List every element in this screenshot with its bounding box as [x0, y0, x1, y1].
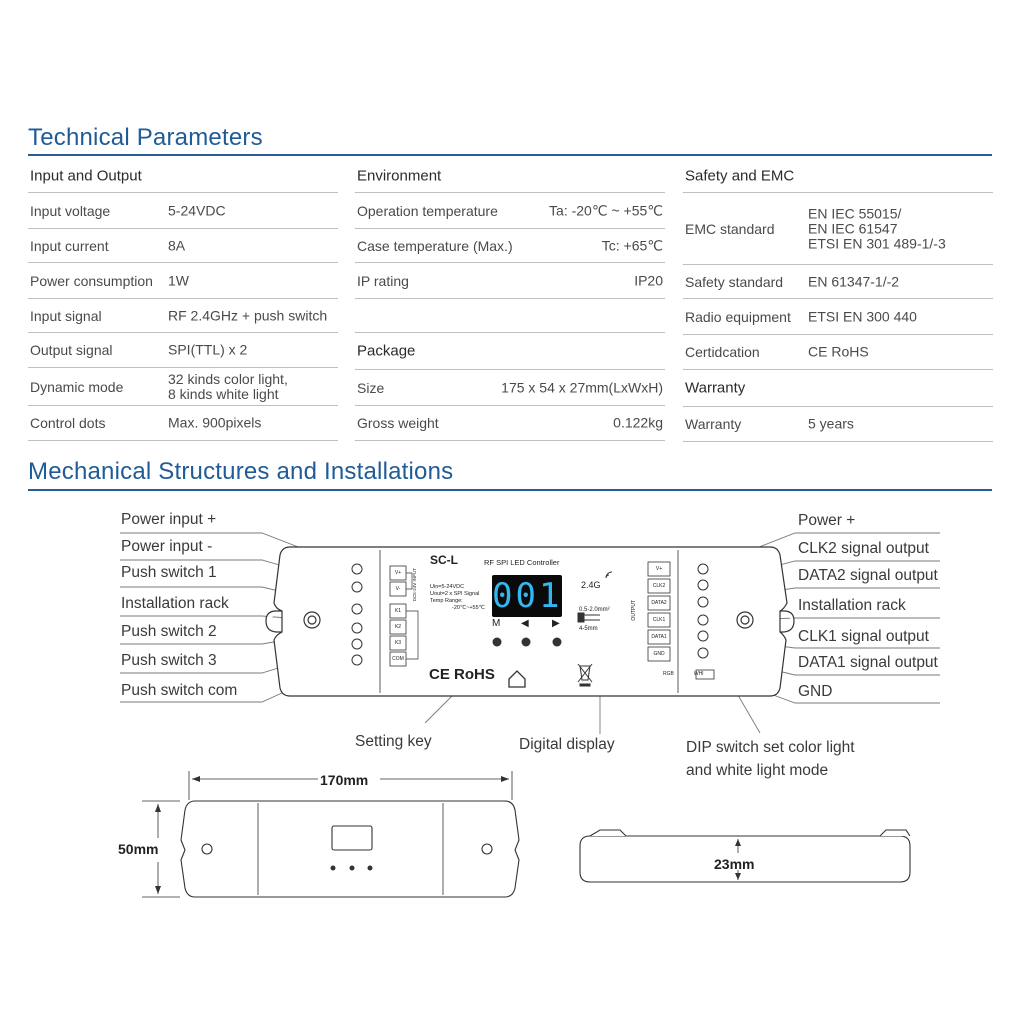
- device-spec-line: Uout=2 x SPI Signal: [430, 591, 480, 597]
- row-value: 1W: [168, 272, 189, 288]
- terminal-label-right-data2: DATA2: [651, 600, 667, 606]
- row-value: 0.122kg: [613, 414, 663, 431]
- digital-display-label: Digital display: [519, 736, 615, 753]
- device-specs: [430, 584, 485, 612]
- terminal-label-right-gnd: GND: [653, 651, 665, 657]
- callout-left-push-switch-com: Push switch com: [121, 682, 238, 699]
- section-header-label: Warranty: [685, 379, 746, 397]
- row-label: Power consumption: [30, 272, 153, 289]
- row-value: Tc: +65℃: [601, 237, 663, 253]
- callout-right-clk1-signal-output: CLK1 signal output: [798, 628, 929, 645]
- row-label: Gross weight: [357, 415, 439, 431]
- device-spec-line: Temp Range:: [430, 598, 463, 604]
- row-label: Operation temperature: [357, 202, 498, 219]
- row-value: 5 years: [808, 415, 854, 432]
- row-label: Control dots: [30, 415, 106, 431]
- row-value: 5-24VDC: [168, 202, 226, 218]
- height-dimension: 23mm: [714, 856, 755, 872]
- row-label: Input voltage: [30, 202, 111, 219]
- section-header-label: Environment: [357, 167, 442, 184]
- callout-left-power-input: Power input +: [121, 511, 217, 528]
- callout-left-push-switch-1: Push switch 1: [121, 564, 217, 581]
- row-label: Warranty: [685, 416, 742, 432]
- key-m-label: M: [492, 618, 501, 629]
- row-label: Output signal: [30, 342, 113, 358]
- callout-right-clk2-signal-output: CLK2 signal output: [798, 540, 929, 557]
- row-label: Input signal: [30, 307, 102, 324]
- key-left-label: ◀: [521, 618, 529, 629]
- terminal-label-right-v: V+: [655, 566, 663, 572]
- technical-parameters-title: Technical Parameters: [28, 124, 263, 151]
- section-header-label: Safety and EMC: [685, 167, 795, 184]
- terminal-label-left-com: COM: [392, 656, 404, 662]
- terminal-label-left-v: V-: [395, 586, 401, 592]
- callout-right-installation-rack: Installation rack: [798, 597, 906, 614]
- row-label: Dynamic mode: [30, 378, 124, 395]
- row-value: IP20: [634, 272, 663, 288]
- width-dimension: 50mm: [118, 841, 159, 857]
- callout-left-installation-rack: Installation rack: [121, 595, 229, 612]
- right-terminal-note: OUTPUT: [631, 600, 637, 621]
- row-label: EMC standard: [685, 220, 775, 237]
- terminal-label-left-k3: K3: [394, 640, 402, 646]
- row-value: RF 2.4GHz + push switch: [168, 307, 328, 323]
- callout-right-data1-signal-output: DATA1 signal output: [798, 654, 938, 671]
- dip-switch-text: RGB WHI: [663, 671, 704, 677]
- row-label: Size: [357, 379, 385, 396]
- terminal-label-right-clk2: CLK2: [652, 583, 666, 589]
- row-value: ETSI EN 300 440: [808, 308, 917, 324]
- callout-left-power-input: Power input -: [121, 538, 213, 555]
- terminal-label-right-data1: DATA1: [651, 634, 667, 640]
- callout-right-power: Power +: [798, 512, 856, 529]
- band-label: 2.4G: [581, 580, 601, 590]
- row-value: Ta: -20℃ ~ +55℃: [549, 202, 663, 218]
- setting-key-label: Setting key: [355, 733, 432, 750]
- row-value: 175 x 54 x 27mm(LxWxH): [501, 379, 663, 395]
- terminal-label-left-v: V+: [394, 570, 402, 576]
- device-spec-line: Uin=5-24VDC: [430, 584, 465, 590]
- key-right-label: ▶: [552, 618, 560, 629]
- row-label: Input current: [30, 237, 109, 254]
- terminal-label-left-k2: K2: [394, 624, 402, 630]
- display-readout: 001: [492, 576, 563, 616]
- row-value: CE RoHS: [808, 343, 869, 360]
- row-value: SPI(TTL) x 2: [168, 341, 248, 358]
- device-spec-line: -20℃~+55℃: [452, 605, 485, 611]
- row-label: Certidcation: [685, 344, 760, 360]
- callout-left-push-switch-2: Push switch 2: [121, 623, 217, 640]
- device-model: SC-L: [430, 553, 458, 567]
- mechanical-title: Mechanical Structures and Installations: [28, 458, 454, 485]
- row-value: 8A: [168, 237, 186, 253]
- wire-spec-1: 0.5-2.0mm²: [579, 607, 610, 613]
- callout-right-gnd: GND: [798, 683, 833, 700]
- left-terminal-note: DC5-24V INPUT: [412, 568, 417, 602]
- row-value: EN IEC 55015/ EN IEC 61547 ETSI EN 301 489-1/-3: [808, 205, 946, 251]
- callout-left-push-switch-3: Push switch 3: [121, 652, 217, 669]
- row-label: IP rating: [357, 272, 409, 289]
- terminal-label-left-k1: K1: [394, 608, 402, 614]
- row-label: Radio equipment: [685, 308, 791, 325]
- row-value: 32 kinds color light, 8 kinds white light: [168, 370, 288, 402]
- device-subtitle: RF SPI LED Controller: [484, 558, 560, 567]
- callout-right-data2-signal-output: DATA2 signal output: [798, 567, 938, 584]
- row-label: Case temperature (Max.): [357, 237, 513, 254]
- dip-switch-label: DIP switch set color light and white light mode: [686, 739, 855, 779]
- row-value: EN 61347-1/-2: [808, 273, 900, 289]
- length-dimension: 170mm: [320, 772, 369, 788]
- wire-spec-2: 4-5mm: [579, 626, 598, 632]
- section-header-label: Input and Output: [30, 167, 142, 184]
- cert-mark: CE RoHS: [429, 666, 495, 683]
- section-header-label: Package: [357, 342, 416, 360]
- row-label: Safety standard: [685, 273, 784, 290]
- terminal-label-right-clk1: CLK1: [652, 617, 666, 623]
- row-value: Max. 900pixels: [168, 414, 262, 431]
